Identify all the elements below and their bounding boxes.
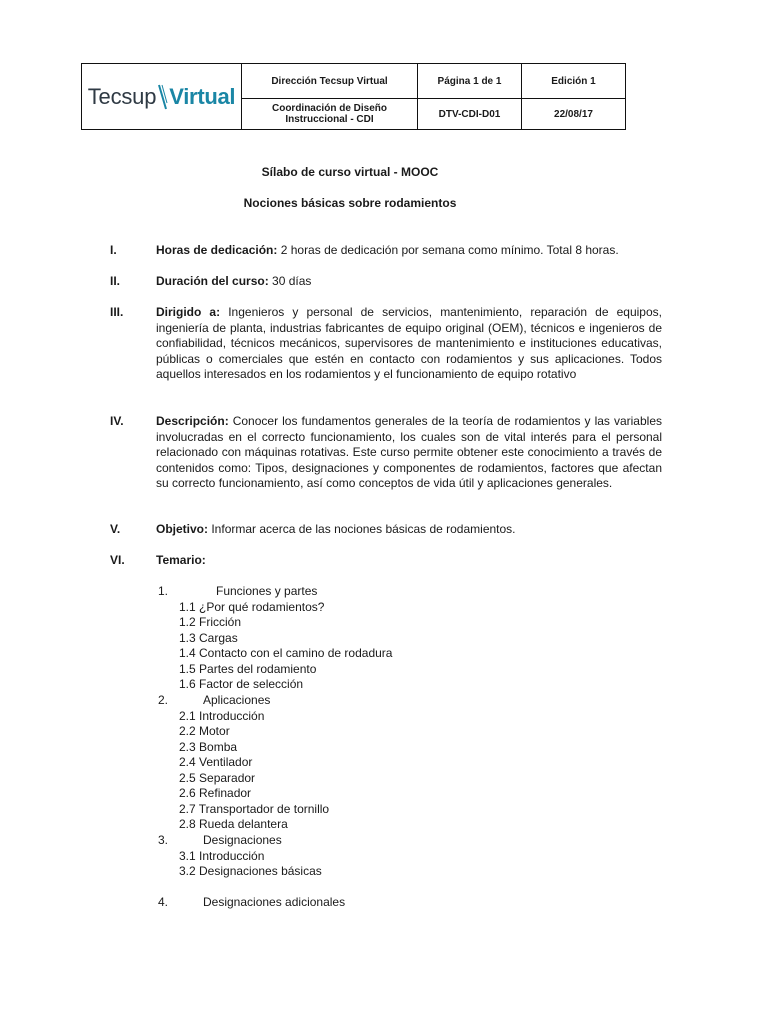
section-text: Ingenieros y personal de servicios, mantenimiento, reparación de equipos, ingeniería de planta, industrias fabricantes de equipo original (OEM), técnicos e ingenieros de confiabilidad, técnicos mecánicos, supervisores de mantenimiento e instituciones educativas, públicas o comerciales que estén en contacto con rodamientos y sus aplicaciones. Todos aquellos interesados en los rodamientos y el funcionamiento de equipo rotativo <box>156 305 662 381</box>
section-body <box>156 414 662 492</box>
section-number: II. <box>110 274 121 288</box>
section-label: Objetivo: <box>156 522 209 536</box>
temario-item: 1.3 Cargas <box>179 631 238 645</box>
temario-item: 1.6 Factor de selección <box>179 677 304 691</box>
section-body <box>156 305 662 383</box>
temario-item: 1.2 Fricción <box>179 615 242 629</box>
temario-item: 3.2 Designaciones básicas <box>179 864 322 878</box>
section-label: Descripción: <box>156 414 229 428</box>
section-body <box>156 274 662 290</box>
tecsup-virtual-logo <box>82 65 241 129</box>
header-coordinacion-line1: Coordinación de Diseño <box>271 103 387 114</box>
temario-number: 2. <box>158 693 169 707</box>
temario-number: 3. <box>158 833 169 847</box>
section-number: VI. <box>110 553 125 567</box>
header-coordinacion-line2: Instruccional - CDI <box>285 114 374 125</box>
temario-number: 1. <box>158 584 169 598</box>
temario-item: 2.5 Separador <box>179 771 256 785</box>
section-label: Dirigido a: <box>156 305 221 319</box>
section-text: Informar acerca de las nociones básicas de rodamientos. <box>208 522 516 536</box>
section-body <box>156 553 662 569</box>
section-body <box>156 243 662 259</box>
header-pagina: Página 1 de 1 <box>418 64 522 99</box>
temario-item: 2.2 Motor <box>179 724 230 738</box>
section-number: V. <box>110 522 121 536</box>
temario-title: Designaciones adicionales <box>203 895 346 909</box>
section-text: 2 horas de dedicación por semana como mínimo. Total 8 horas. <box>277 243 619 257</box>
temario-item: 2.7 Transportador de tornillo <box>179 802 330 816</box>
temario-item: 1.5 Partes del rodamiento <box>179 662 317 676</box>
header-edicion: Edición 1 <box>522 64 626 99</box>
section-body <box>156 522 662 538</box>
temario-item: 2.3 Bomba <box>179 740 238 754</box>
temario-item: 3.1 Introducción <box>179 849 265 863</box>
section-text: Conocer los fundamentos generales de la teoría de rodamientos y las variables involucradas en el correcto funcionamiento, los cuales son de vital interés para el personal relacionado con máquinas rotativas. Este curso permite obtener este conocimiento a través de contenidos como: Tipos, designaciones y componentes de rodamientos, factores que afectan su correcto funcionamiento, así como conceptos de vida útil y aplicaciones generales. <box>156 414 662 490</box>
silabo-title: Sílabo de curso virtual - MOOC <box>261 165 439 179</box>
section-label: Horas de dedicación: <box>156 243 278 257</box>
section-label: Duración del curso: <box>156 274 269 288</box>
logo-virtual-text: Virtual <box>169 83 236 109</box>
section-number: I. <box>110 243 117 257</box>
temario-title: Designaciones <box>203 833 282 847</box>
temario-title: Funciones y partes <box>216 584 318 598</box>
logo-tecsup-text: Tecsup <box>87 83 157 109</box>
temario-item: 1.4 Contacto con el camino de rodadura <box>179 646 393 660</box>
header-table <box>81 63 626 130</box>
section-label: Temario: <box>156 553 206 567</box>
temario-item: 2.4 Ventilador <box>179 755 253 769</box>
temario-number: 4. <box>158 895 169 909</box>
section-text: 30 días <box>268 274 312 288</box>
header-direccion: Dirección Tecsup Virtual <box>242 64 418 99</box>
header-fecha: 22/08/17 <box>522 99 626 130</box>
section-number: III. <box>110 305 124 319</box>
temario-item: 2.6 Refinador <box>179 786 252 800</box>
section-number: IV. <box>110 414 124 428</box>
logo-cell <box>82 64 242 130</box>
temario-item: 2.8 Rueda delantera <box>179 817 288 831</box>
header-coordinacion <box>242 99 418 130</box>
course-title: Nociones básicas sobre rodamientos <box>243 196 457 210</box>
temario-title: Aplicaciones <box>203 693 271 707</box>
header-codigo: DTV-CDI-D01 <box>418 99 522 130</box>
temario-item: 2.1 Introducción <box>179 709 265 723</box>
logo-slash-icon <box>158 83 168 111</box>
temario-item: 1.1 ¿Por qué rodamientos? <box>179 600 325 614</box>
